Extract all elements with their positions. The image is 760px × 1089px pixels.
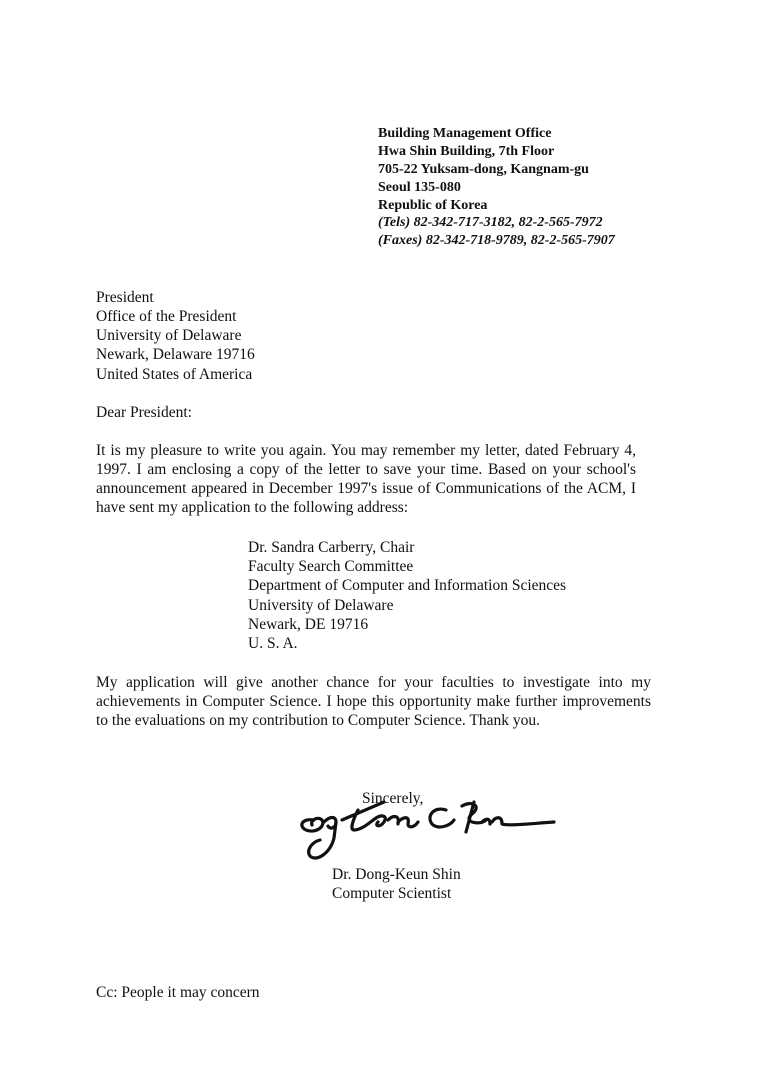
recipient-city: Newark, Delaware 19716 [96,346,255,363]
sender-city: Seoul 135-080 [378,180,461,195]
address-line: Faculty Search Committee [248,558,414,575]
paragraph-line: 1997. I am enclosing a copy of the letter to save your time. Based on your school's [96,461,636,478]
address-line: University of Delaware [248,597,394,614]
paragraph-line: announcement appeared in December 1997's issue of Communications of the ACM, I [96,480,636,497]
sender-building: Hwa Shin Building, 7th Floor [378,144,555,159]
address-line: Department of Computer and Information Sciences [248,577,567,594]
sender-faxes: (Faxes) 82-342-718-9789, 82-2-565-7907 [378,233,615,248]
cc-line: Cc: People it may concern [96,984,260,1001]
paragraph-line: to the evaluations on my contribution to Computer Science. Thank you. [96,712,540,729]
handwritten-signature [296,792,558,864]
paragraph-line: achievements in Computer Science. I hope this opportunity make further improvements [96,693,651,710]
recipient-office: Office of the President [96,308,237,325]
sender-office: Building Management Office [378,126,552,141]
recipient-country: United States of America [96,366,253,383]
recipient-title: President [96,289,154,306]
sender-country: Republic of Korea [378,198,488,213]
signer-name: Dr. Dong-Keun Shin [332,866,461,883]
signer-title: Computer Scientist [332,885,452,902]
paragraph-line: have sent my application to the following address: [96,499,409,516]
paragraph-line: It is my pleasure to write you again. You may remember my letter, dated February 4, [96,442,636,459]
address-line: U. S. A. [248,635,298,652]
address-line: Newark, DE 19716 [248,616,369,633]
address-line: Dr. Sandra Carberry, Chair [248,539,415,556]
salutation: Dear President: [96,404,192,421]
recipient-university: University of Delaware [96,327,242,344]
closing: Sincerely, [362,790,424,807]
sender-tels: (Tels) 82-342-717-3182, 82-2-565-7972 [378,215,603,230]
sender-street: 705-22 Yuksam-dong, Kangnam-gu [378,162,589,177]
paragraph-line: My application will give another chance for your faculties to investigate into my [96,674,651,691]
